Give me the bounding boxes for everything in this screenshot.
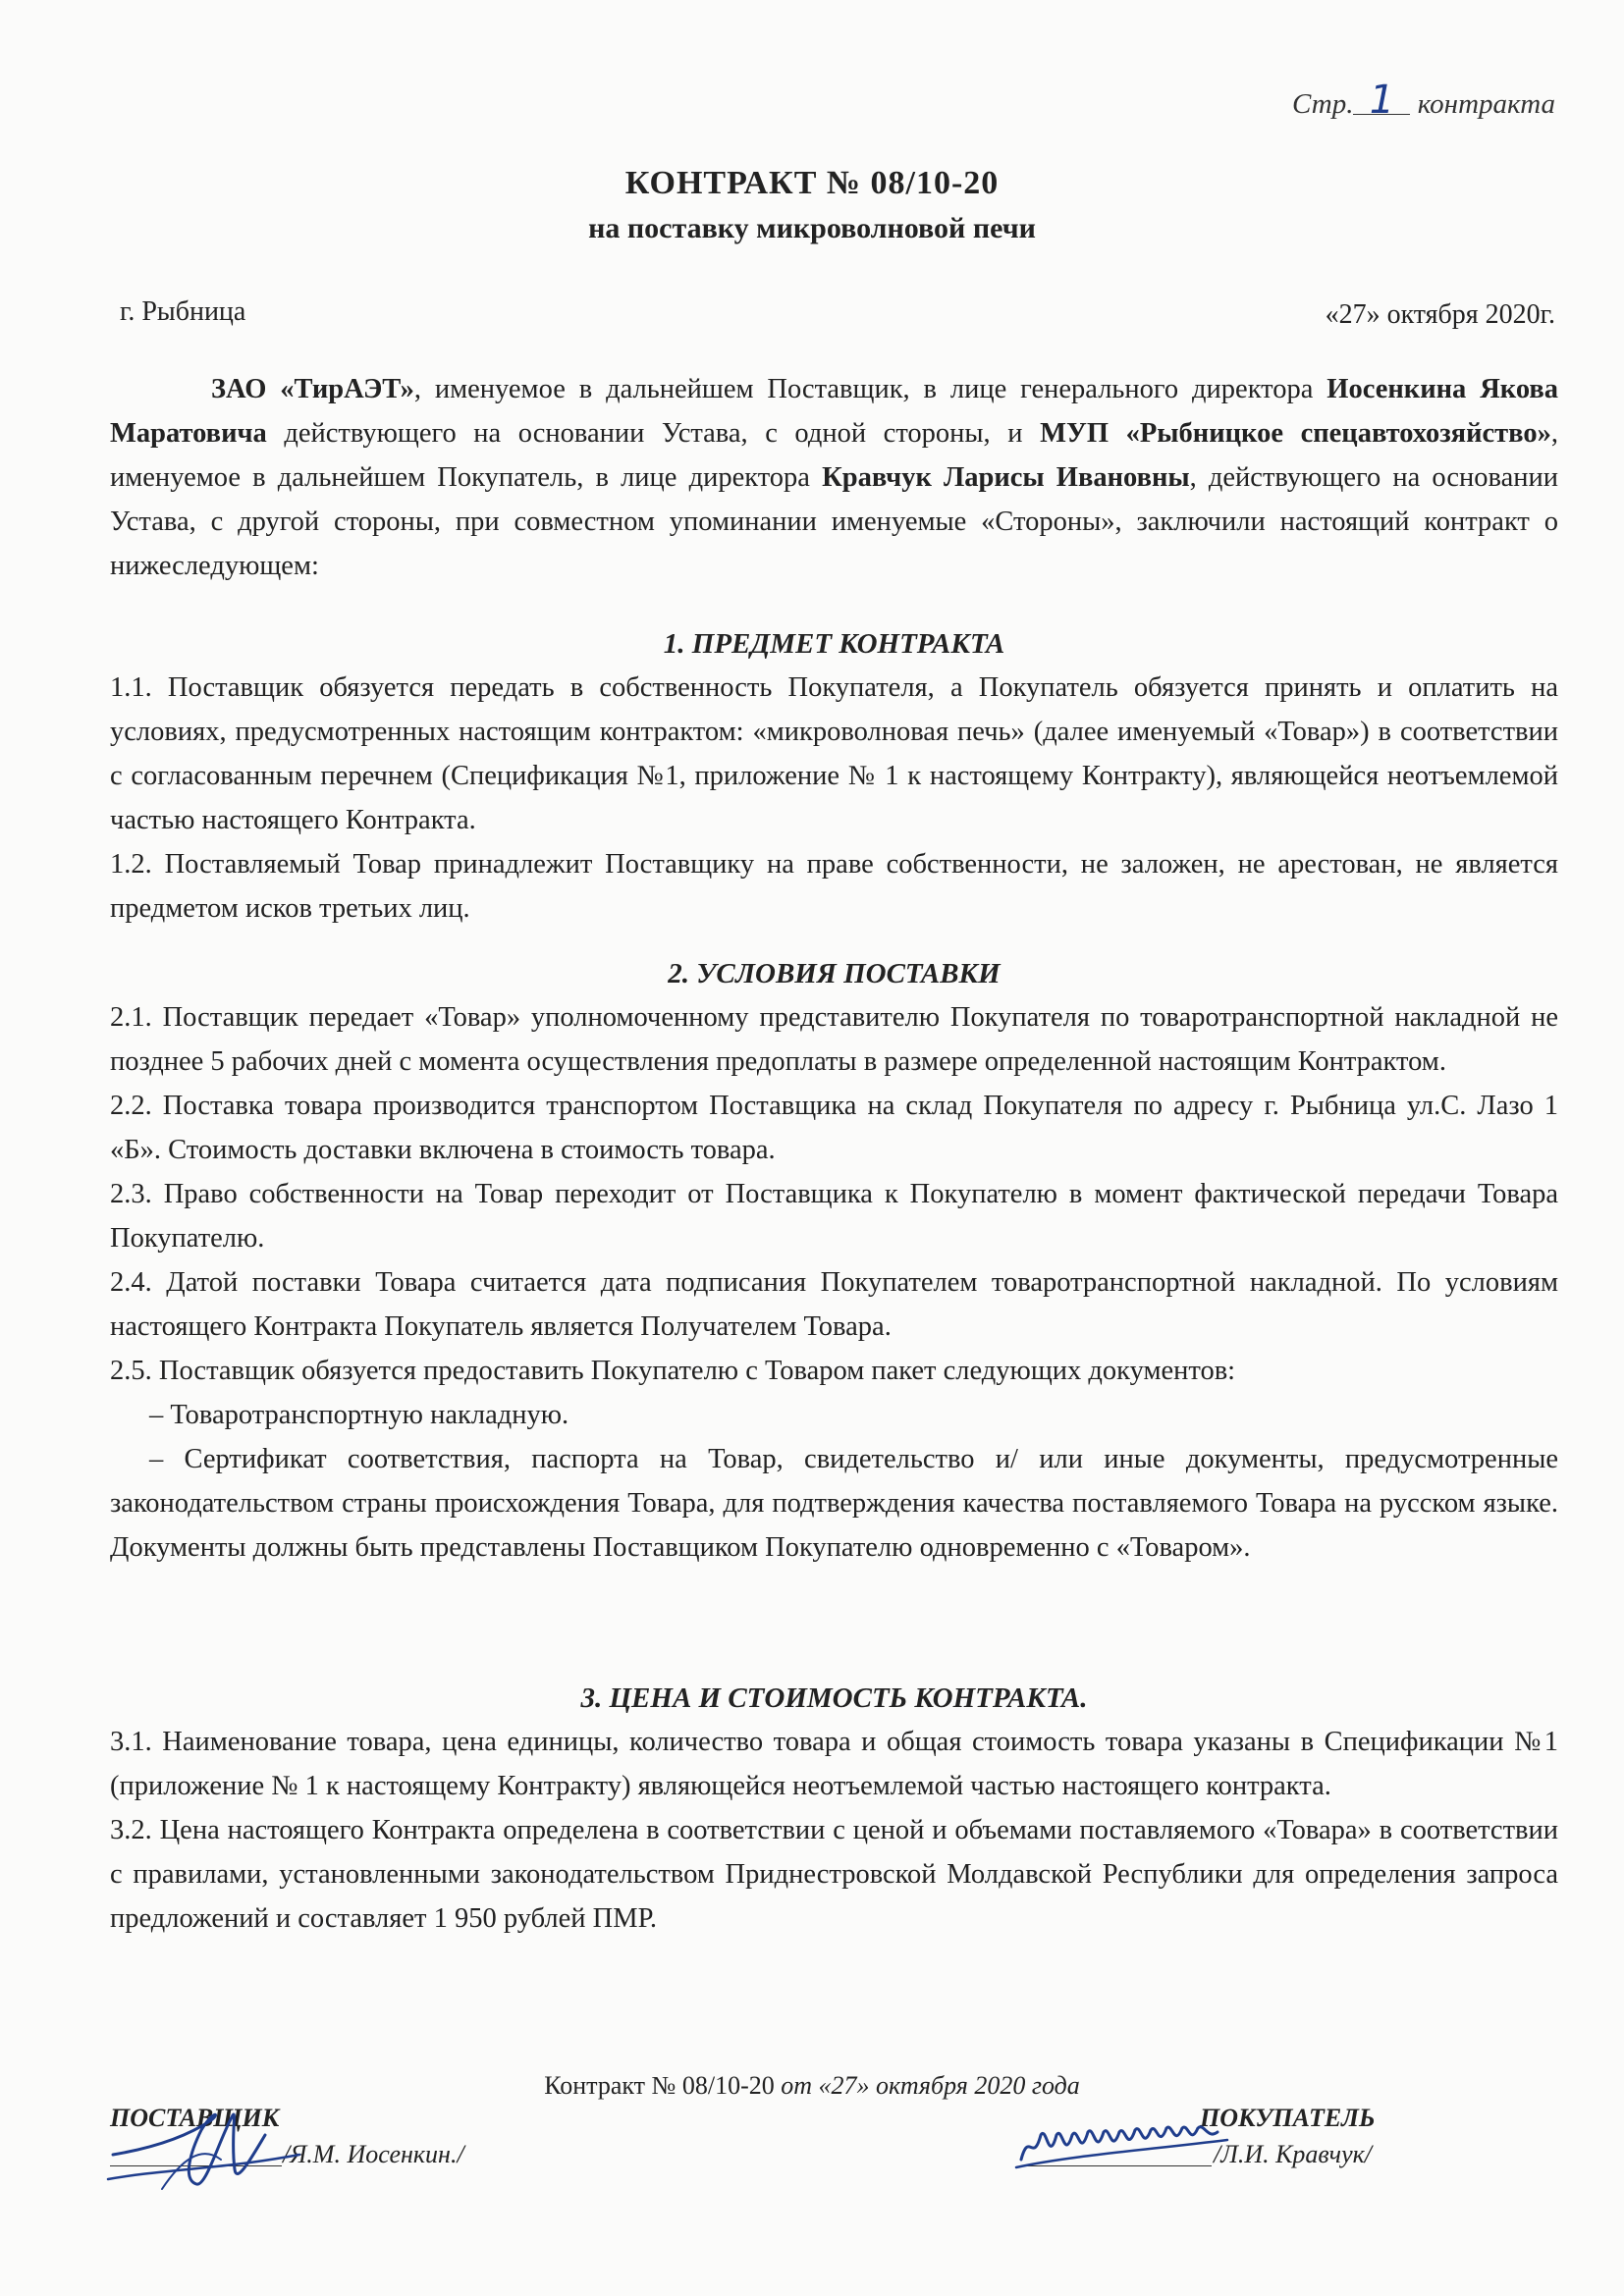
contract-date: «27» октября 2020г. (1325, 299, 1555, 330)
clause-2-2: 2.2. Поставка товара производится транспортом Поставщика на склад Покупателя по адресу г. Рыбница ул.С. Лазо 1 «Б». Стоимость доставки включена в стоимость товара. (110, 1091, 1558, 1165)
footer-ref-suffix: от «27» октября 2020 года (774, 2071, 1080, 2100)
supplier-signature-icon (103, 2101, 329, 2199)
section-3-heading: 3. ЦЕНА И СТОИМОСТЬ КОНТРАКТА. (580, 1682, 1088, 1714)
document-item-1: – Товаротранспортную накладную. (149, 1400, 569, 1430)
clause-2-4: 2.4. Датой поставки Товара считается дата подписания Покупателем товаротранспортной накладной. По условиям настоящего Контракта Покупатель является Получателем Товара. (110, 1267, 1558, 1342)
person2-name: Кравчук Ларисы Ивановны (822, 462, 1190, 493)
footer-ref-prefix: Контракт № 08/10-20 (544, 2071, 775, 2100)
section-1-heading: 1. ПРЕДМЕТ КОНТРАКТА (663, 628, 1005, 660)
party1-name: ЗАО «ТирАЭТ» (211, 374, 414, 404)
page-prefix: Стр. (1292, 88, 1354, 120)
clause-1-2: 1.2. Поставляемый Товар принадлежит Поставщику на праве собственности, не заложен, не арестован, не является предметом исков третьих лиц. (110, 849, 1558, 924)
document-item-2: – Сертификат соответствия, паспорта на Товар, свидетельство и/ или иные документы, предусмотренные законодательством страны происхождения Товара, для подтверждения качества поставляемого Товара на русском языке. Документы должны быть представлены Поставщиком Покупателю одновременно с «Товаром». (110, 1444, 1558, 1563)
supplier-label: ПОСТАВЩИК (110, 2104, 280, 2132)
person1-name: Иосенкина Якова Маратовича (110, 374, 1559, 449)
intro-part-d: , действующего на основании Устава, с другой стороны, при совместном упоминании именуемые «Стороны», заключили настоящий контракт о нижеследующем: (110, 462, 1558, 581)
supplier-name: /Я.М. Иосенкин./ (283, 2140, 464, 2168)
page-suffix: контракта (1417, 88, 1555, 120)
footer-contract-reference (0, 2071, 1624, 2101)
clause-3-2: 3.2. Цена настоящего Контракта определена в соответствии с ценой и объемами поставляемого «Товара» в соответствии с правилами, установленными законодательством Приднестровской Молдавской Республики для определения запроса предложений и составляет 1 950 рублей ПМР. (110, 1815, 1558, 1934)
section-3 (110, 1677, 1558, 1941)
buyer-signature-icon (1011, 2110, 1237, 2179)
party2-name: МУП «Рыбницкое спецавтохозяйство» (1040, 418, 1551, 449)
section-2-heading: 2. УСЛОВИЯ ПОСТАВКИ (668, 958, 1001, 989)
buyer-label: ПОКУПАТЕЛЬ (1200, 2104, 1376, 2132)
page-number (1292, 78, 1555, 123)
intro-part-a: , именуемое в дальнейшем Поставщик, в лице генерального директора (413, 374, 1327, 404)
intro-paragraph (110, 367, 1558, 588)
section-1 (110, 622, 1558, 931)
page-number-value: 1 (1353, 86, 1410, 115)
clause-2-5: 2.5. Поставщик обязуется предоставить Покупателю с Товаром пакет следующих документов: (110, 1356, 1236, 1386)
section-2 (110, 952, 1558, 1570)
contract-city: г. Рыбница (120, 296, 246, 327)
buyer-name: /Л.И. Кравчук/ (1214, 2140, 1372, 2168)
clause-2-3: 2.3. Право собственности на Товар переходит от Поставщика к Покупателю в момент фактической передачи Товара Покупателю. (110, 1179, 1558, 1254)
clause-1-1: 1.1. Поставщик обязуется передать в собственность Покупателя, а Покупатель обязуется принять и оплатить на условиях, предусмотренных настоящим контрактом: «микроволновая печь» (далее именуемый «Товар») в соответствии с согласованным перечнем (Спецификация №1, приложение № 1 к настоящему Контракту), являющейся неотъемлемой частью настоящего Контракта. (110, 672, 1558, 835)
contract-title: КОНТРАКТ № 08/10-20 (624, 165, 1000, 201)
clause-3-1: 3.1. Наименование товара, цена единицы, количество товара и общая стоимость товара указаны в Спецификации №1 (приложение № 1 к настоящему Контракту) являющейся неотъемлемой частью настоящего контракта. (110, 1727, 1558, 1801)
clause-2-1: 2.1. Поставщик передает «Товар» уполномоченному представителю Покупателя по товаротранспортной накладной не позднее 5 рабочих дней с момента осуществления предоплаты в размере определенной настоящим Контрактом. (110, 1002, 1558, 1077)
contract-subtitle: на поставку микроволновой печи (588, 212, 1036, 244)
intro-part-c: , именуемое в дальнейшем Покупатель, в лице директора (110, 418, 1558, 493)
intro-part-b: действующего на основании Устава, с одной стороны, и (266, 418, 1041, 449)
